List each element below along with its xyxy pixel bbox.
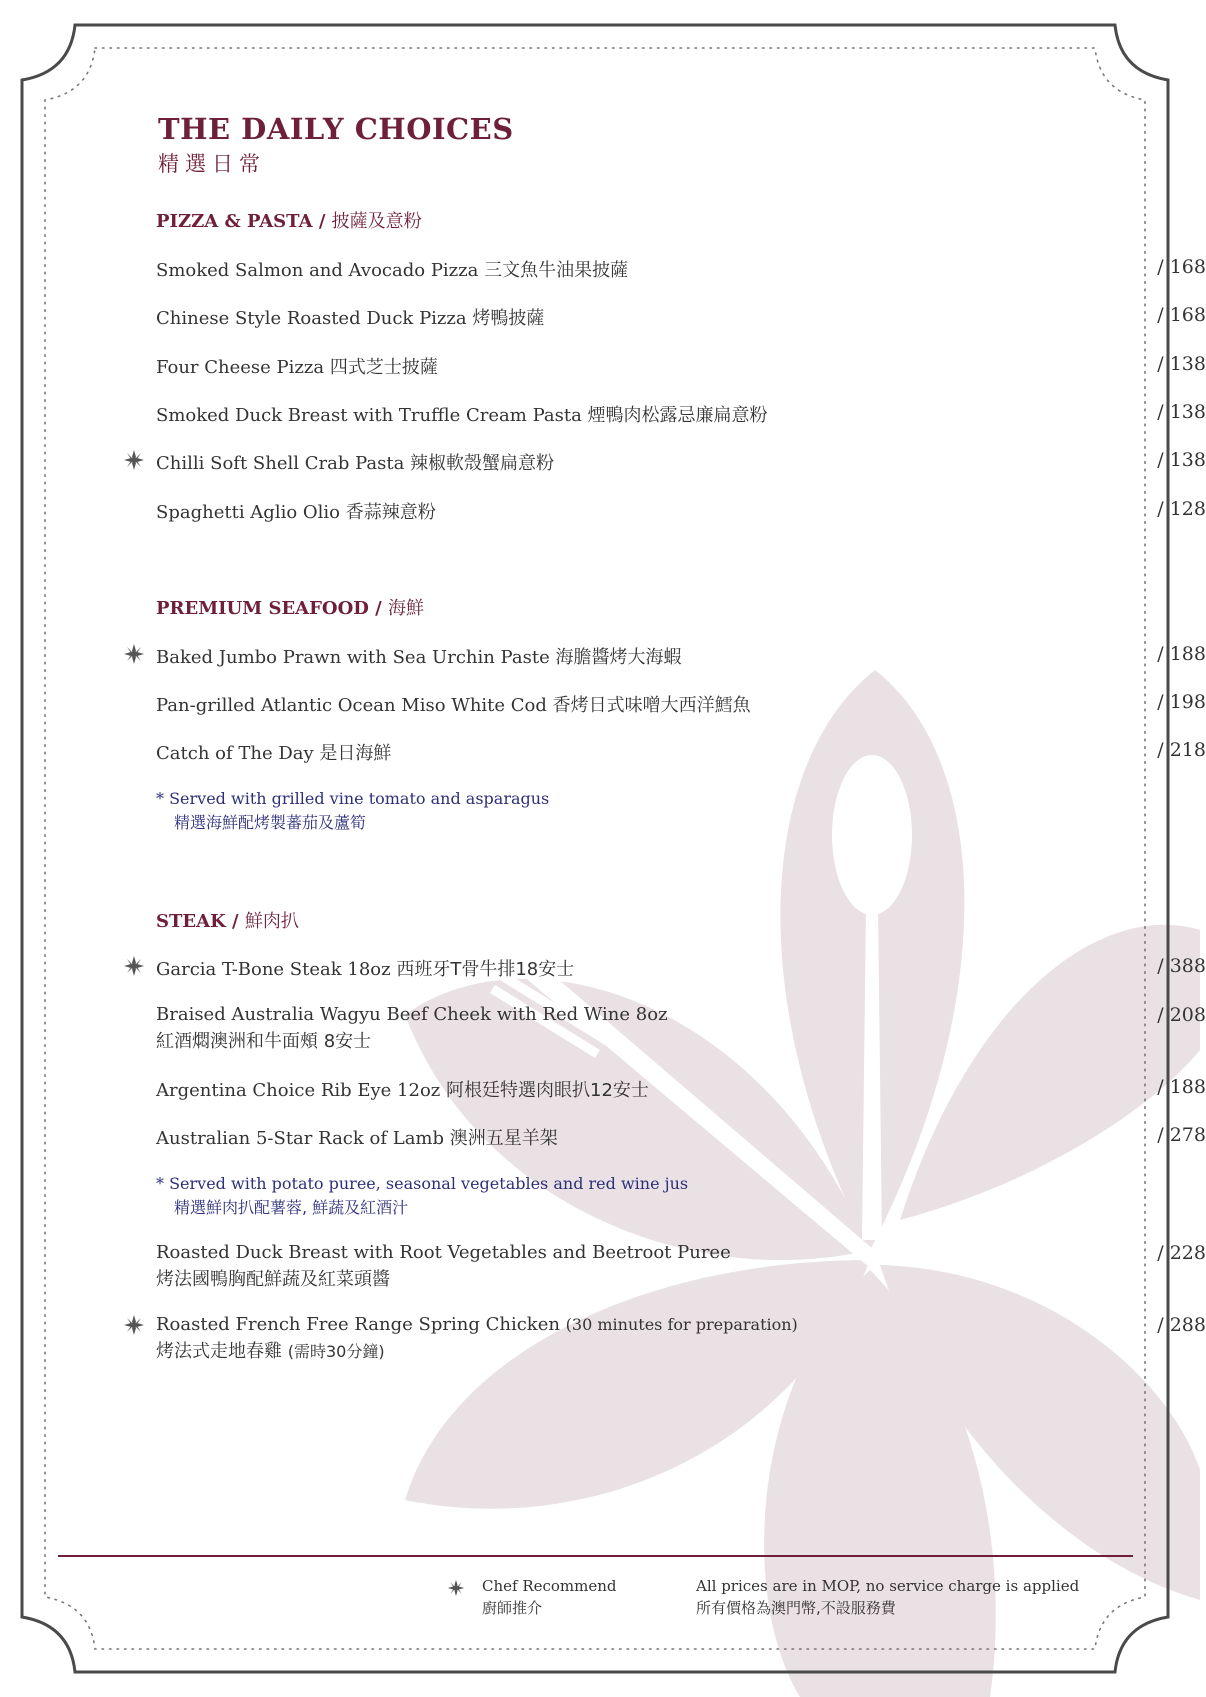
note-zh: 精選鮮肉扒配薯蓉, 鮮蔬及紅酒汁 [174,1198,409,1217]
menu-item-price: / 168 [1157,256,1206,278]
menu-item-name-zh: 辣椒軟殼蟹扁意粉 [410,453,555,474]
menu-item-name: Braised Australia Wagyu Beef Cheek with Red Wine 8oz [156,1004,668,1025]
menu-item-name-zh: 三文魚牛油果披薩 [484,260,629,281]
menu-item-price: / 278 [1157,1124,1206,1146]
menu-item-price: / 138 [1157,449,1206,471]
menu-item [156,691,1206,717]
menu-item-price: / 168 [1157,304,1206,326]
menu-item-name-zh: 烤鴨披薩 [472,308,545,329]
menu-item-price: / 188 [1157,643,1206,665]
menu-item-price: / 198 [1157,691,1206,713]
menu-item [156,955,1206,981]
menu-item-name: Roasted Duck Breast with Root Vegetables and Beetroot Puree [156,1242,731,1263]
menu-item-name: Spaghetti Aglio Olio [156,502,340,523]
section-title-en: PREMIUM SEAFOOD / [156,598,388,619]
menu-item [156,498,1206,524]
menu-item-name: Baked Jumbo Prawn with Sea Urchin Paste [156,647,550,668]
menu-item-price: / 138 [1157,353,1206,375]
menu-item-price: / 388 [1157,955,1206,977]
chef-recommend-star-icon [123,955,145,977]
steak-serving-note [156,1174,688,1218]
menu-item-name: Smoked Duck Breast with Truffle Cream Pasta [156,405,582,426]
menu-item-name-zh: 烤法國鴨胸配鮮蔬及紅菜頭醬 [156,1269,390,1290]
seafood-serving-note [156,789,549,833]
chef-recommend-star-icon [447,1579,465,1597]
menu-item-name-zh: 澳洲五星羊架 [449,1128,558,1149]
menu-item-price: / 288 [1157,1314,1206,1336]
footer-divider [58,1555,1133,1557]
menu-item [156,256,1206,282]
menu-item [156,1124,1206,1150]
menu-item-price: / 188 [1157,1076,1206,1098]
menu-item-price: / 228 [1157,1242,1206,1264]
menu-item-note-zh: (需時30分鐘) [287,1342,385,1361]
menu-item-price: / 138 [1157,401,1206,423]
menu-item [156,1242,1206,1291]
menu-item [156,1314,1206,1363]
footer-chef-recommend [482,1577,617,1618]
menu-item-name-zh: 烤法式走地春雞 [156,1341,282,1362]
menu-item-name-zh: 西班牙T骨牛排18安士 [396,959,575,980]
menu-item [156,449,1206,475]
menu-item-name: Smoked Salmon and Avocado Pizza [156,260,479,281]
menu-item-name: Pan-grilled Atlantic Ocean Miso White Cod [156,695,547,716]
menu-item-name-zh: 是日海鮮 [319,743,392,764]
footer-chef-en: Chef Recommend [482,1577,617,1595]
menu-item-name-zh: 香蒜辣意粉 [345,502,436,523]
footer-prices-zh: 所有價格為澳門幣,不設服務費 [696,1599,896,1617]
menu-item-name-zh: 香烤日式味噌大西洋鱈魚 [552,695,751,716]
footer-prices-en: All prices are in MOP, no service charge is applied [696,1577,1080,1595]
menu-item-name-zh: 煙鴨肉松露忌廉扁意粉 [587,405,768,426]
menu-item-name: Garcia T-Bone Steak 18oz [156,959,391,980]
section-title-pizza-pasta [156,207,422,233]
menu-item-name: Argentina Choice Rib Eye 12oz [156,1080,441,1101]
section-title-premium-seafood [156,594,424,620]
section-title-zh: 披薩及意粉 [331,211,422,232]
note-en: * Served with grilled vine tomato and asparagus [156,789,550,808]
section-title-en: STEAK / [156,911,245,932]
menu-item-price: / 128 [1157,498,1206,520]
menu-item-note: (30 minutes for preparation) [565,1315,798,1334]
section-title-zh: 鮮肉扒 [244,911,299,932]
menu-item-name-zh: 紅酒燜澳洲和牛面頰 8安士 [156,1031,372,1052]
section-title-en: PIZZA & PASTA / [156,211,332,232]
section-title-zh: 海鮮 [388,598,424,619]
menu-item [156,1076,1206,1102]
menu-item-price: / 208 [1157,1004,1206,1026]
section-title-steak [156,907,299,933]
page-title: THE DAILY CHOICES [158,112,514,146]
chef-recommend-star-icon [123,643,145,665]
menu-item-name: Chilli Soft Shell Crab Pasta [156,453,405,474]
note-en: * Served with potato puree, seasonal vegetables and red wine jus [156,1174,689,1193]
chef-recommend-star-icon [123,449,145,471]
menu-item-name: Catch of The Day [156,743,314,764]
footer-price-notice [696,1577,1079,1618]
page-title-chinese: 精選日常 [158,152,266,176]
menu-item [156,304,1206,330]
menu-item [156,353,1206,379]
chef-recommend-star-icon [123,1314,145,1336]
menu-item-price: / 218 [1157,739,1206,761]
menu-item-name: Chinese Style Roasted Duck Pizza [156,308,467,329]
menu-item [156,401,1206,427]
menu-item [156,643,1206,669]
note-zh: 精選海鮮配烤製蕃茄及蘆筍 [174,813,367,832]
menu-item-name-zh: 阿根廷特選肉眼扒12安士 [446,1080,649,1101]
menu-item [156,739,1206,765]
menu-item-name-zh: 海膽醬烤大海蝦 [555,647,682,668]
menu-item-name: Roasted French Free Range Spring Chicken [156,1314,560,1335]
menu-item [156,1004,1206,1053]
menu-item-name: Four Cheese Pizza [156,357,325,378]
menu-item-name-zh: 四式芝士披薩 [329,357,438,378]
menu-item-name: Australian 5-Star Rack of Lamb [156,1128,445,1149]
footer-chef-zh: 廚師推介 [482,1599,543,1617]
